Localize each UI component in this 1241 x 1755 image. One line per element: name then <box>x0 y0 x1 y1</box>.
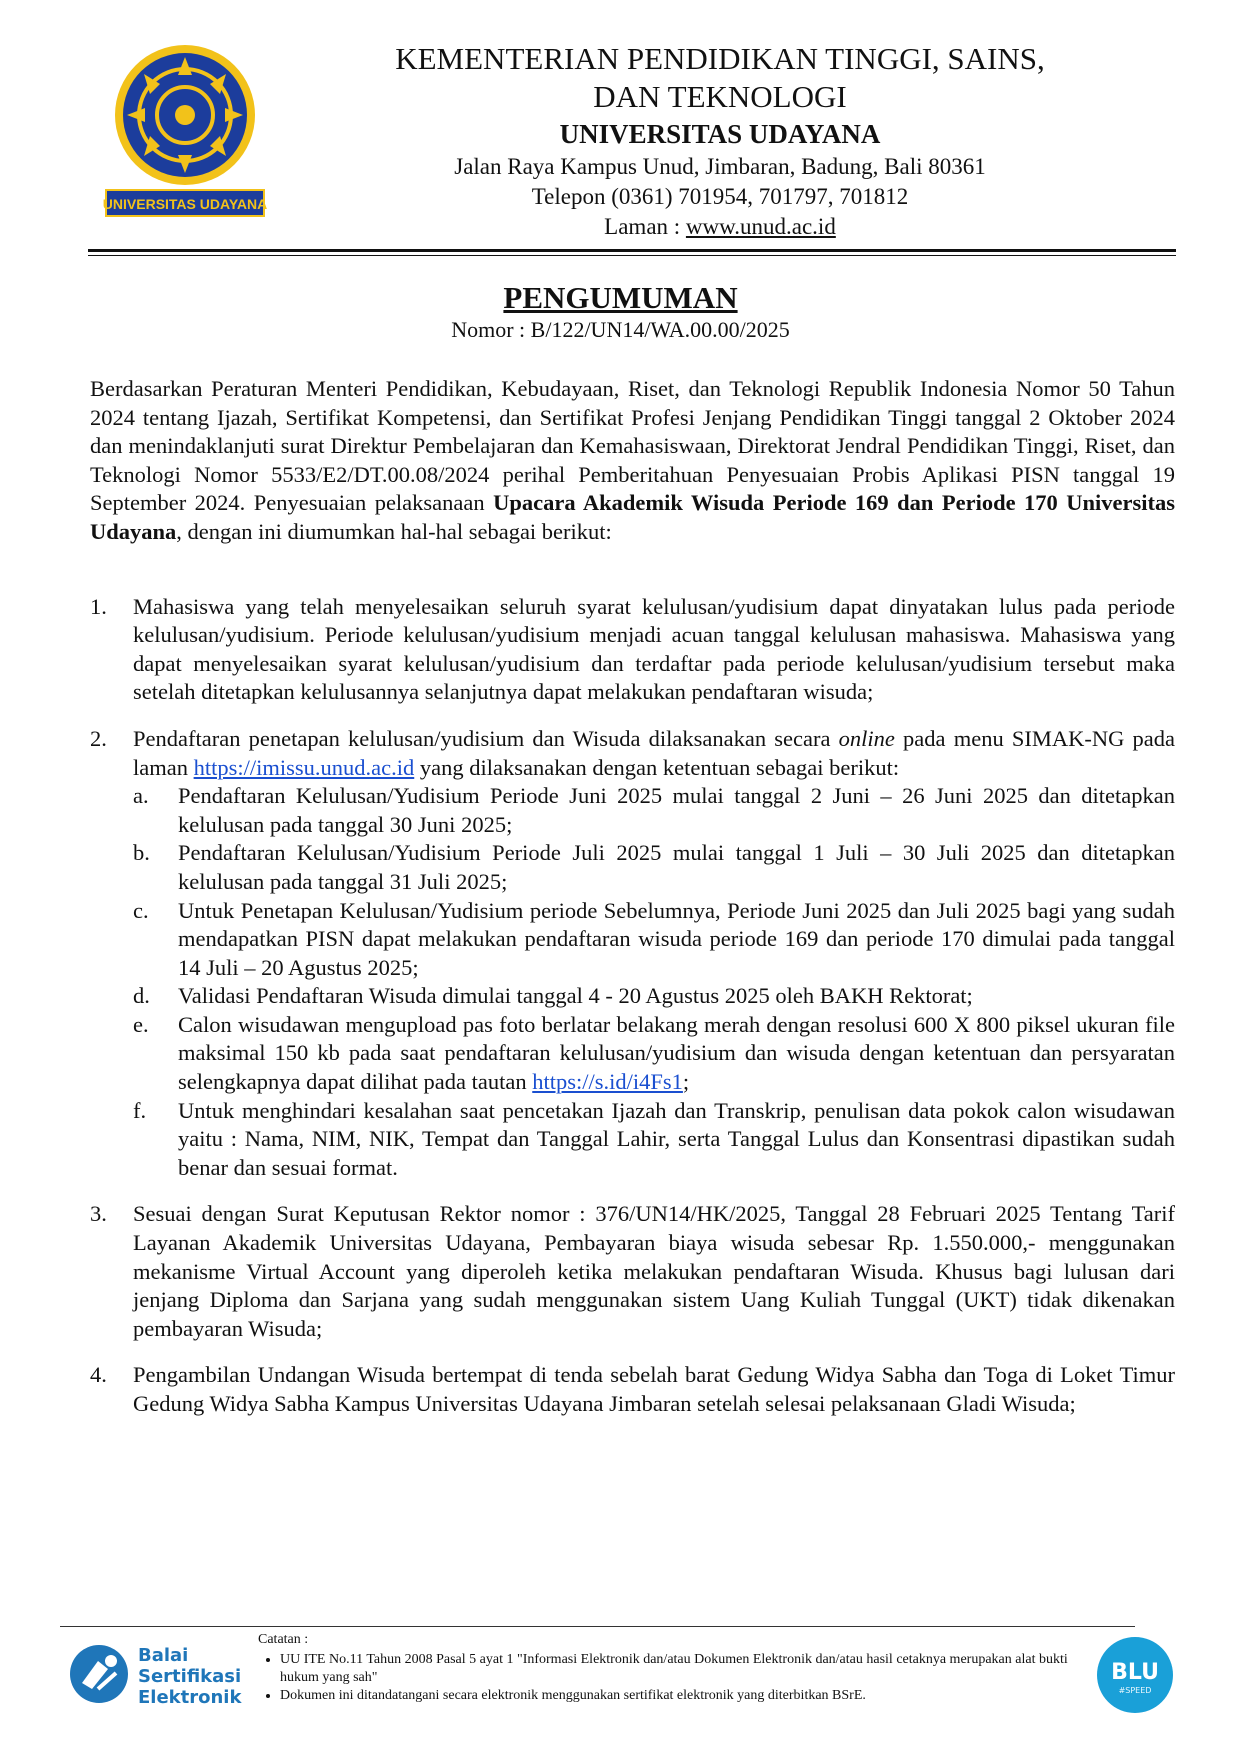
item-number: 1. <box>90 593 107 619</box>
item-text: Mahasiswa yang telah menyelesaikan seluruh syarat kelulusan/yudisium dapat dinyatakan lulus pada periode kelulusan/yudisium. Periode kelulusan/yudisium menjadi acuan tanggal kelulusan mahasiswa. Mahasiswa yang dapat menyelesaikan syarat kelulusan/yudisium dan terdaftar pada periode kelulusan/yudisium tersebut maka setelah ditetapkan kelulusannya selanjutnya dapat melakukan pendaftaran wisuda; <box>133 593 1175 705</box>
sub-text-end: ; <box>682 1069 690 1095</box>
header-divider-thick <box>88 249 1176 252</box>
note-bsre: • Dokumen ini ditandatangani secara elektronik menggunakan sertifikat elektronik yang diterbitkan BSrE. <box>280 1687 1098 1705</box>
logo-caption: UNIVERSITAS UDAYANA <box>102 196 268 212</box>
bsre-wordmark <box>138 1645 241 1708</box>
sub-text: Pendaftaran Kelulusan/Yudisium Periode Juli 2025 mulai tanggal 1 Juli – 30 Juli 2025 dan ditetapkan kelulusan pada tanggal 31 Juli 2025; <box>178 840 1175 894</box>
heading: PENGUMUMAN <box>503 280 738 315</box>
sub-letter: c. <box>133 897 149 923</box>
announcement-body <box>90 375 1175 1437</box>
sub-item-d <box>133 982 1175 1011</box>
ministry-line2: DAN TEKNOLOGI <box>593 79 847 114</box>
blu-speed-logo-icon <box>1095 1635 1175 1715</box>
header-divider-thin <box>88 255 1176 256</box>
item-number: 4. <box>90 1362 107 1388</box>
sub-item-f <box>133 1097 1175 1183</box>
sub-item-e <box>133 1011 1175 1097</box>
announcement-title <box>0 280 1241 344</box>
sub-letter: f. <box>133 1097 147 1123</box>
footer-divider <box>60 1626 1135 1627</box>
bsre-logo <box>68 1643 248 1713</box>
intro-paragraph <box>90 375 1175 547</box>
document-number: Nomor : B/122/UN14/WA.00.00/2025 <box>451 317 790 342</box>
sub-text: Untuk Penetapan Kelulusan/Yudisium periode Sebelumnya, Periode Juni 2025 dan Juli 2025 bagi yang sudah mendapatkan PISN dapat melakukan pendaftaran wisuda periode 169 dan periode 170 dimulai pada tanggal 14 Juli – 20 Agustus 2025; <box>178 897 1175 980</box>
footer-notes <box>258 1631 1098 1705</box>
list-item-2 <box>90 725 1175 1183</box>
notes-list <box>258 1651 1098 1705</box>
address: Jalan Raya Kampus Unud, Jimbaran, Badung, Bali 80361 <box>454 154 986 179</box>
university-name: UNIVERSITAS UDAYANA <box>559 119 881 149</box>
item-text-part: pada menu SIMAK-NG pada laman <box>133 725 1176 780</box>
sub-item-b <box>133 839 1175 896</box>
letterhead <box>300 40 1140 242</box>
phone: Telepon (0361) 701954, 701797, 701812 <box>531 184 909 209</box>
bsre-line1: Balai <box>138 1645 189 1666</box>
imissu-link[interactable]: https://imissu.unud.ac.id <box>193 754 415 780</box>
bsre-line2: Sertifikasi <box>138 1666 242 1687</box>
bsre-emblem-icon <box>68 1643 130 1705</box>
sid-link[interactable]: https://s.id/i4Fs1 <box>532 1069 683 1095</box>
sub-letter: b. <box>133 840 150 866</box>
item-number: 3. <box>90 1201 107 1227</box>
intro-text: Berdasarkan Peraturan Menteri Pendidikan, Kebudayaan, Riset, dan Teknologi Republik Indonesia Nomor 50 Tahun 2024 tentang Ijazah, Sertifikat Kompetensi, dan Sertifikat Profesi Jenjang Pendidikan Tinggi tanggal 2 Oktober 2024 dan menindaklanjuti surat Direktur Pembelajaran dan Kemahasiswaan, Direktorat Jendral Pendidikan Tinggi, Riset, dan Teknologi Nomor 5533/E2/DT.00.08/2024 perihal Pemberitahuan Penyesuaian Probis Aplikasi PISN tanggal 19 September 2024. Penyesuaian pelaksanaan <box>90 376 1175 516</box>
item-text-part: Pendaftaran penetapan kelulusan/yudisium dan Wisuda dilaksanakan secara <box>133 725 839 751</box>
website-link[interactable]: www.unud.ac.id <box>685 214 836 239</box>
blu-text: BLU <box>1111 1660 1159 1685</box>
list-item-3 <box>90 1200 1175 1343</box>
announcement-list <box>90 593 1175 1419</box>
website-label: Laman : <box>604 214 686 239</box>
sub-item-a <box>133 782 1175 839</box>
item-text: Pengambilan Undangan Wisuda bertempat di tenda sebelah barat Gedung Widya Sabha dan Toga di Loket Timur Gedung Widya Sabha Kampus Universitas Udayana Jimbaran setelah selesai pelaksanaan Gladi Wisuda; <box>133 1362 1175 1416</box>
sub-text: Untuk menghindari kesalahan saat pencetakan Ijazah dan Transkrip, penulisan data pokok calon wisudawan yaitu : Nama, NIM, NIK, Tempat dan Tanggal Lahir, serta Tanggal Lulus dan Konsentrasi dipastikan sudah benar dan sesuai format. <box>178 1097 1175 1180</box>
udayana-logo-icon <box>100 40 270 225</box>
list-item-1 <box>90 593 1175 707</box>
list-item-4 <box>90 1361 1175 1418</box>
website-line <box>300 212 1140 242</box>
intro-text-end: , dengan ini diumumkan hal-hal sebagai berikut: <box>176 518 612 544</box>
item-text: Sesuai dengan Surat Keputusan Rektor nomor : 376/UN14/HK/2025, Tanggal 28 Februari 2025 Tentang Tarif Layanan Akademik Universitas Udayana, Pembayaran biaya wisuda sebesar Rp. 1.550.000,- menggunakan mekanisme Virtual Account yang diperoleh ketika melakukan pendaftaran Wisuda. Khusus bagi lulusan dari jenjang Diploma dan Sarjana yang sudah menggunakan sistem Uang Kuliah Tunggal (UKT) tidak dikenakan pembayaran Wisuda; <box>133 1201 1175 1341</box>
bsre-line3: Elektronik <box>138 1687 242 1708</box>
sub-letter: a. <box>133 783 149 809</box>
item-number: 2. <box>90 725 107 751</box>
intro-bold-text: Upacara Akademik Wisuda Periode 169 dan Periode 170 Universitas Udayana <box>90 490 1175 544</box>
sub-text: Pendaftaran Kelulusan/Yudisium Periode Juni 2025 mulai tanggal 2 Juni – 26 Juni 2025 dan ditetapkan kelulusan pada tanggal 30 Juni 2025; <box>178 783 1175 837</box>
ministry-line1: KEMENTERIAN PENDIDIKAN TINGGI, SAINS, <box>395 41 1045 76</box>
sub-text: Calon wisudawan mengupload pas foto berlatar belakang merah dengan resolusi 600 X 800 piksel ukuran file maksimal 150 kb pada saat pendaftaran kelulusan/yudisium dan wisuda dengan ketentuan dan persyaratan selengkapnya dapat dilihat pada tautan <box>178 1011 1175 1095</box>
italic-online: online <box>838 725 895 751</box>
item-text-part: yang dilaksanakan dengan ketentuan sebagai berikut: <box>414 754 900 780</box>
sub-letter: d. <box>133 983 150 1009</box>
blu-subtext: #SPEED <box>1118 1686 1152 1695</box>
note-uu-ite: • UU ITE No.11 Tahun 2008 Pasal 5 ayat 1 "Informasi Elektronik dan/atau Dokumen Elektronik dan/atau hasil cetaknya merupakan alat bukti hukum yang sah" <box>280 1651 1098 1687</box>
sub-item-c <box>133 897 1175 983</box>
sub-text: Validasi Pendaftaran Wisuda dimulai tanggal 4 - 20 Agustus 2025 oleh BAKH Rektorat; <box>178 983 973 1009</box>
notes-label: Catatan : <box>258 1632 309 1647</box>
sub-letter: e. <box>133 1011 149 1037</box>
item-text <box>133 725 1175 782</box>
